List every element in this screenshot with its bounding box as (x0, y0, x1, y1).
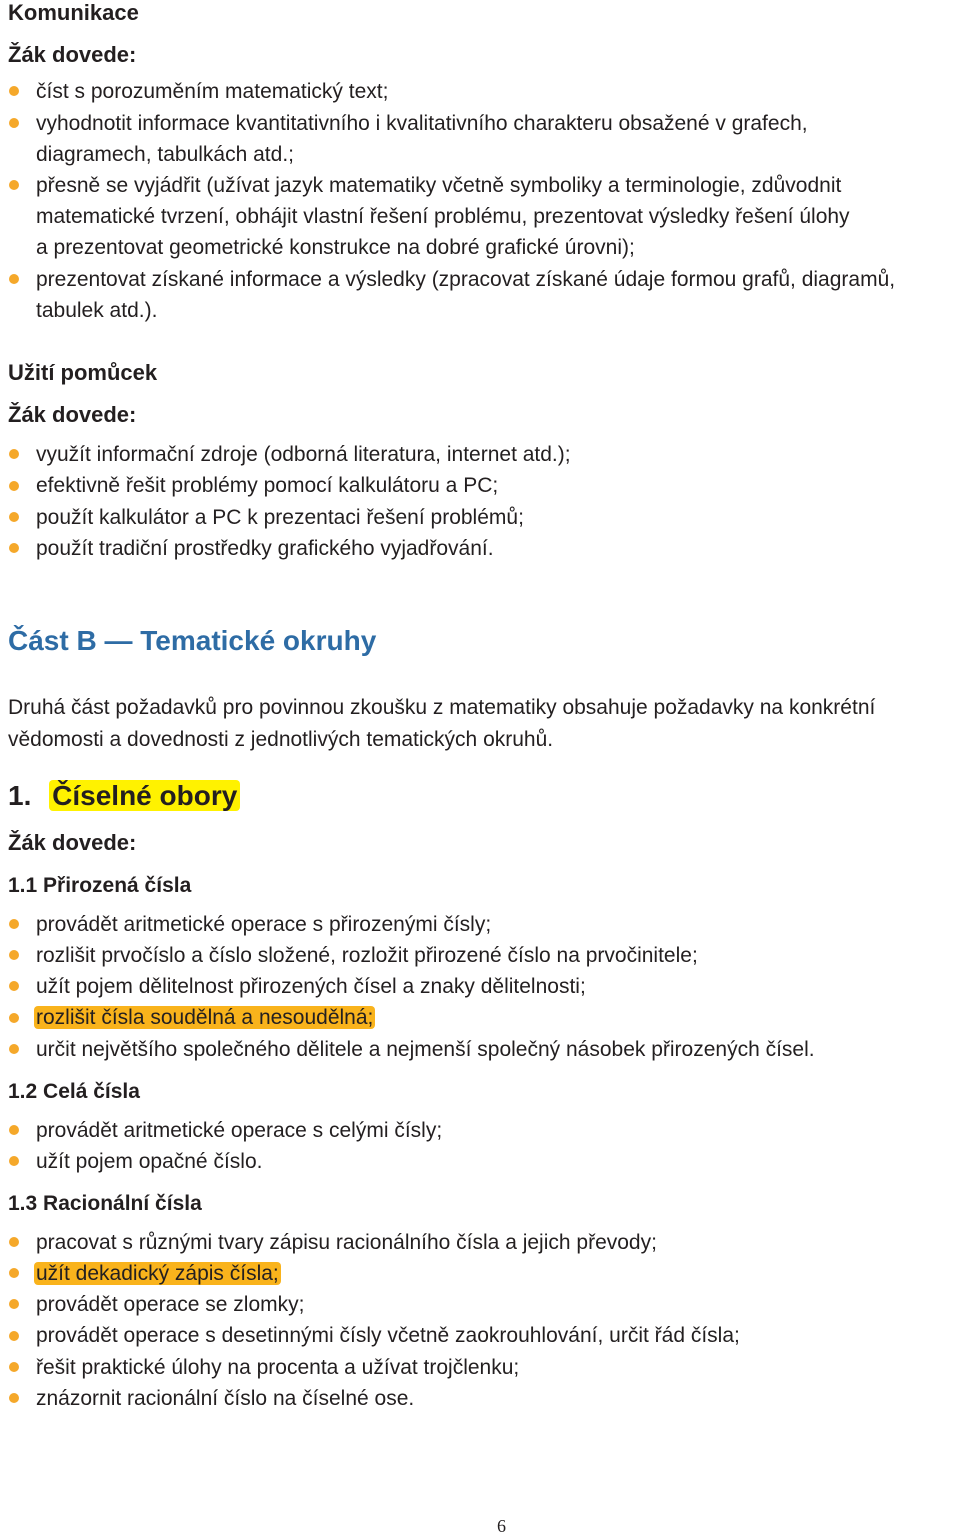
list-item: efektivně řešit problémy pomocí kalkulátoru a PC; (36, 474, 499, 497)
list-item: řešit praktické úlohy na procenta a užívat trojčlenku; (36, 1356, 520, 1379)
subsection-heading-1-1: 1.1 Přirozená čísla (8, 874, 192, 897)
list-item-continuation: matematické tvrzení, obhájit vlastní řešení problému, prezentovat výsledky řešení úlohy (36, 205, 850, 228)
bullet-icon (9, 1299, 19, 1309)
list-item-highlighted (36, 1258, 281, 1289)
list-item: prezentovat získané informace a výsledky (zpracovat získané údaje formou grafů, diagramů, (36, 268, 896, 291)
list-item-highlighted (36, 1002, 375, 1033)
bullet-icon (9, 1156, 19, 1166)
subsection-heading-1-2: 1.2 Celá čísla (8, 1080, 140, 1103)
list-item: vyhodnotit informace kvantitativního i kvalitativního charakteru obsažené v grafech, (36, 112, 808, 135)
list-item: rozlišit prvočíslo a číslo složené, rozložit přirozené číslo na prvočinitele; (36, 944, 698, 967)
section-heading-komunikace: Komunikace (8, 0, 139, 25)
list-item: přesně se vyjádřit (užívat jazyk matematiky včetně symboliky a terminologie, zdůvodnit (36, 174, 842, 197)
bullet-icon (9, 1393, 19, 1403)
list-item: provádět aritmetické operace s přirozenými čísly; (36, 913, 492, 936)
bullet-icon (9, 86, 19, 96)
bullet-icon (9, 950, 19, 960)
topic-heading (8, 779, 240, 813)
topic-title-highlighted: Číselné obory (49, 780, 240, 811)
highlight-text: užít dekadický zápis čísla; (36, 1262, 279, 1285)
bullet-icon (9, 1044, 19, 1054)
part-b-title: Část B — Tematické okruhy (8, 625, 377, 656)
bullet-icon (9, 981, 19, 991)
bullet-icon (9, 449, 19, 459)
part-b-intro: Druhá část požadavků pro povinnou zkoušku z matematiky obsahuje požadavky na konkrétní vědomosti a dovednosti z jednotlivých tematických okruhů. (8, 696, 876, 751)
bullet-icon (9, 543, 19, 553)
bullet-icon (9, 919, 19, 929)
bullet-icon (9, 512, 19, 522)
list-item: určit největšího společného dělitele a nejmenší společný násobek přirozených čísel. (36, 1038, 815, 1061)
bullet-icon (9, 274, 19, 284)
list-item: užít pojem opačné číslo. (36, 1150, 263, 1173)
list-item: provádět operace s desetinnými čísly včetně zaokrouhlování, určit řád čísla; (36, 1324, 740, 1347)
bullet-icon (9, 481, 19, 491)
list-item: užít pojem dělitelnost přirozených čísel a znaky dělitelnosti; (36, 975, 586, 998)
list-item: využít informační zdroje (odborná literatura, internet atd.); (36, 443, 571, 466)
list-item-continuation: tabulek atd.). (36, 299, 158, 322)
list-item: pracovat s různými tvary zápisu racionálního čísla a jejich převody; (36, 1231, 657, 1254)
bullet-icon (9, 1362, 19, 1372)
bullet-icon (9, 1331, 19, 1341)
list-item: provádět operace se zlomky; (36, 1293, 305, 1316)
page-number: 6 (497, 1516, 506, 1536)
section-heading-pomucky: Užití pomůcek (8, 360, 158, 385)
bullet-icon (9, 1268, 19, 1278)
highlight-text: rozlišit čísla soudělná a nesoudělná; (36, 1006, 374, 1029)
bullet-icon (9, 1125, 19, 1135)
zak-dovede-label: Žák dovede: (8, 42, 137, 67)
bullet-icon (9, 180, 19, 190)
list-item: použít tradiční prostředky grafického vyjadřování. (36, 537, 494, 560)
list-item: použít kalkulátor a PC k prezentaci řešení problémů; (36, 506, 524, 529)
list-item: provádět aritmetické operace s celými čísly; (36, 1119, 443, 1142)
bullet-icon (9, 1237, 19, 1247)
bullet-icon (9, 118, 19, 128)
topic-number: 1. (8, 780, 32, 811)
subsection-heading-1-3: 1.3 Racionální čísla (8, 1192, 202, 1215)
list-item: číst s porozuměním matematický text; (36, 80, 389, 103)
list-item: znázornit racionální číslo na číselné ose. (36, 1387, 415, 1410)
zak-dovede-label: Žák dovede: (8, 830, 137, 855)
zak-dovede-label: Žák dovede: (8, 402, 137, 427)
bullet-icon (9, 1013, 19, 1023)
list-item-continuation: a prezentovat geometrické konstrukce na dobré grafické úrovni); (36, 236, 635, 259)
list-item-continuation: diagramech, tabulkách atd.; (36, 143, 294, 166)
